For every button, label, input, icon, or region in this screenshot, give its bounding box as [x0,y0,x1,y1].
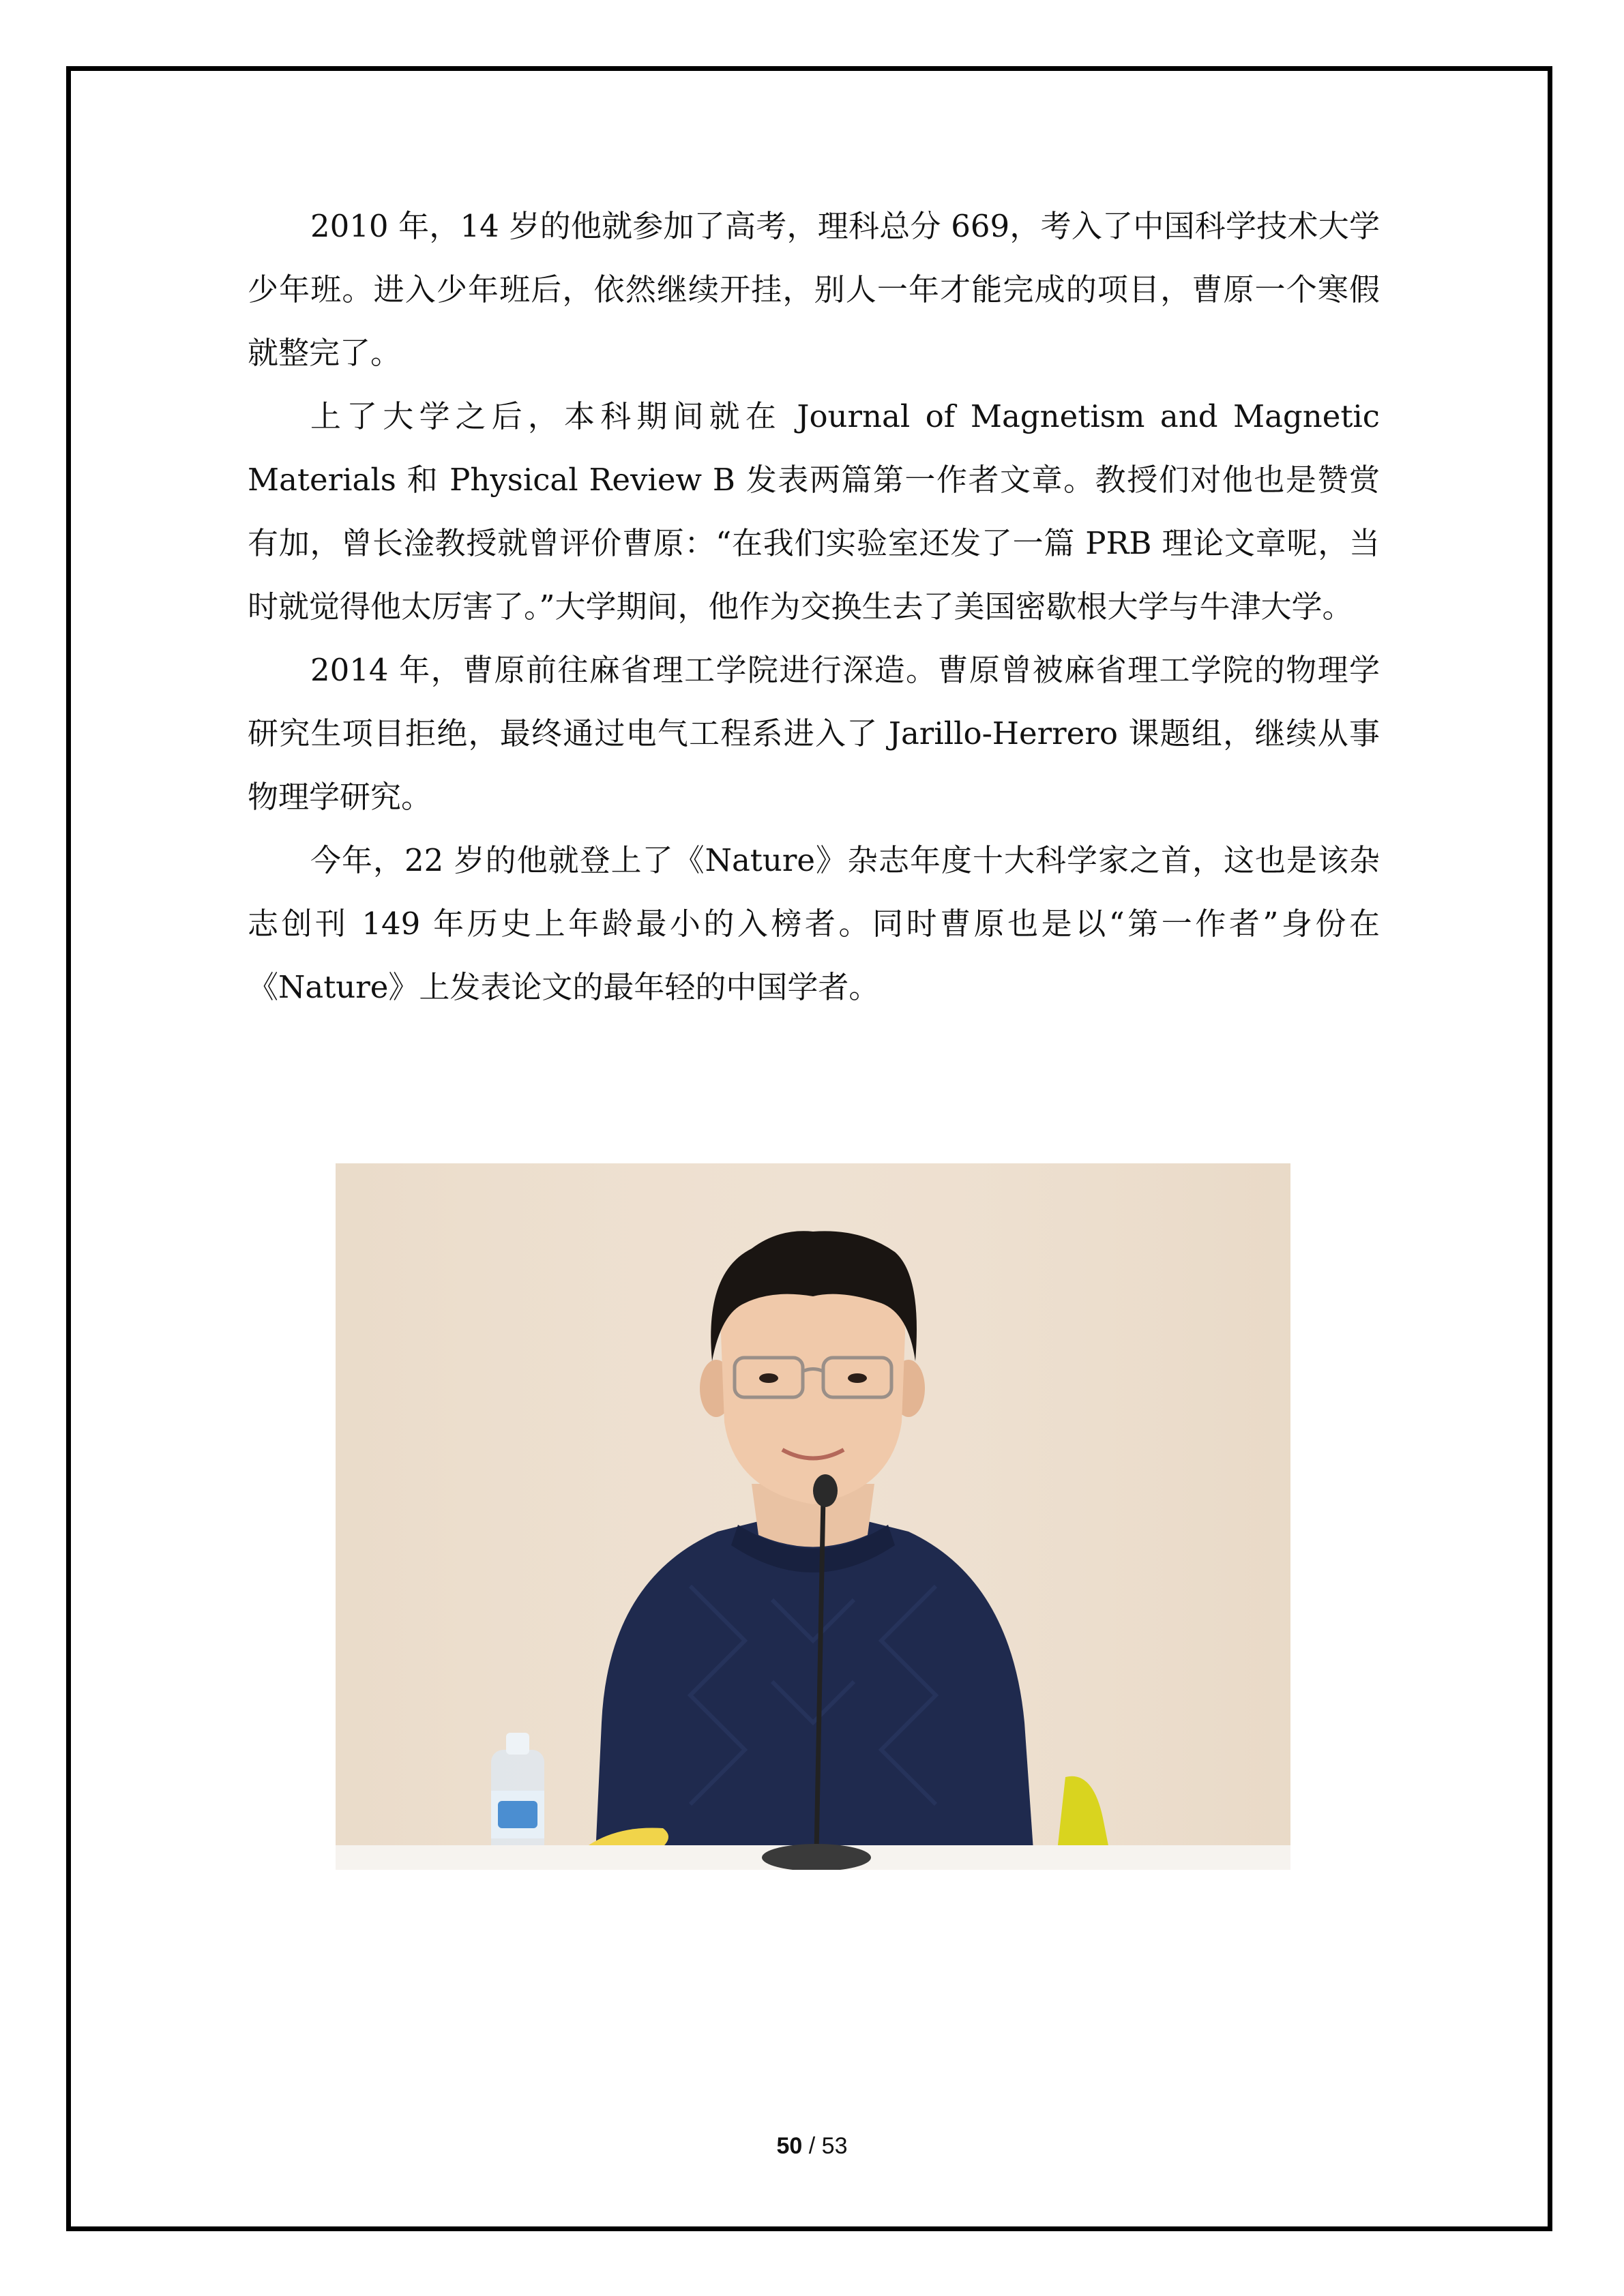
paragraph-1: 2010 年，14 岁的他就参加了高考，理科总分 669，考入了中国科学技术大学少年班。进入少年班后，依然继续开挂，别人一年才能完成的项目，曹原一个寒假就整完了。 [248,208,1380,371]
page-number [0,2133,1624,2160]
portrait-illustration [336,1163,1290,1870]
page-separator: / [802,2133,822,2159]
paragraph-3: 2014 年，曹原前往麻省理工学院进行深造。曹原曾被麻省理工学院的物理学研究生项目拒绝，最终通过电气工程系进入了 Jarillo-Herrero 课题组，继续从事物理学研究。 [248,652,1380,815]
paragraph-2: 上了大学之后，本科期间就在 Journal of Magnetism and Magnetic Materials 和 Physical Review B 发表两篇第一作者文章。教授们对他也是赞赏有加，曾长淦教授就曾评价曹原：“在我们实验室还发了一篇 PRB 理论文章呢，当时就觉得他太厉害了。”大学期间，他作为交换生去了美国密歇根大学与牛津大学。 [248,398,1380,625]
portrait-photo [336,1163,1290,1870]
total-pages: 53 [821,2133,848,2159]
paragraph-4: 今年，22 岁的他就登上了《Nature》杂志年度十大科学家之首，这也是该杂志创刊 149 年历史上年龄最小的入榜者。同时曹原也是以“第一作者”身份在《Nature》上发表论文的最年轻的中国学者。 [248,842,1380,1005]
article-body [248,194,1380,1019]
current-page: 50 [776,2133,803,2159]
